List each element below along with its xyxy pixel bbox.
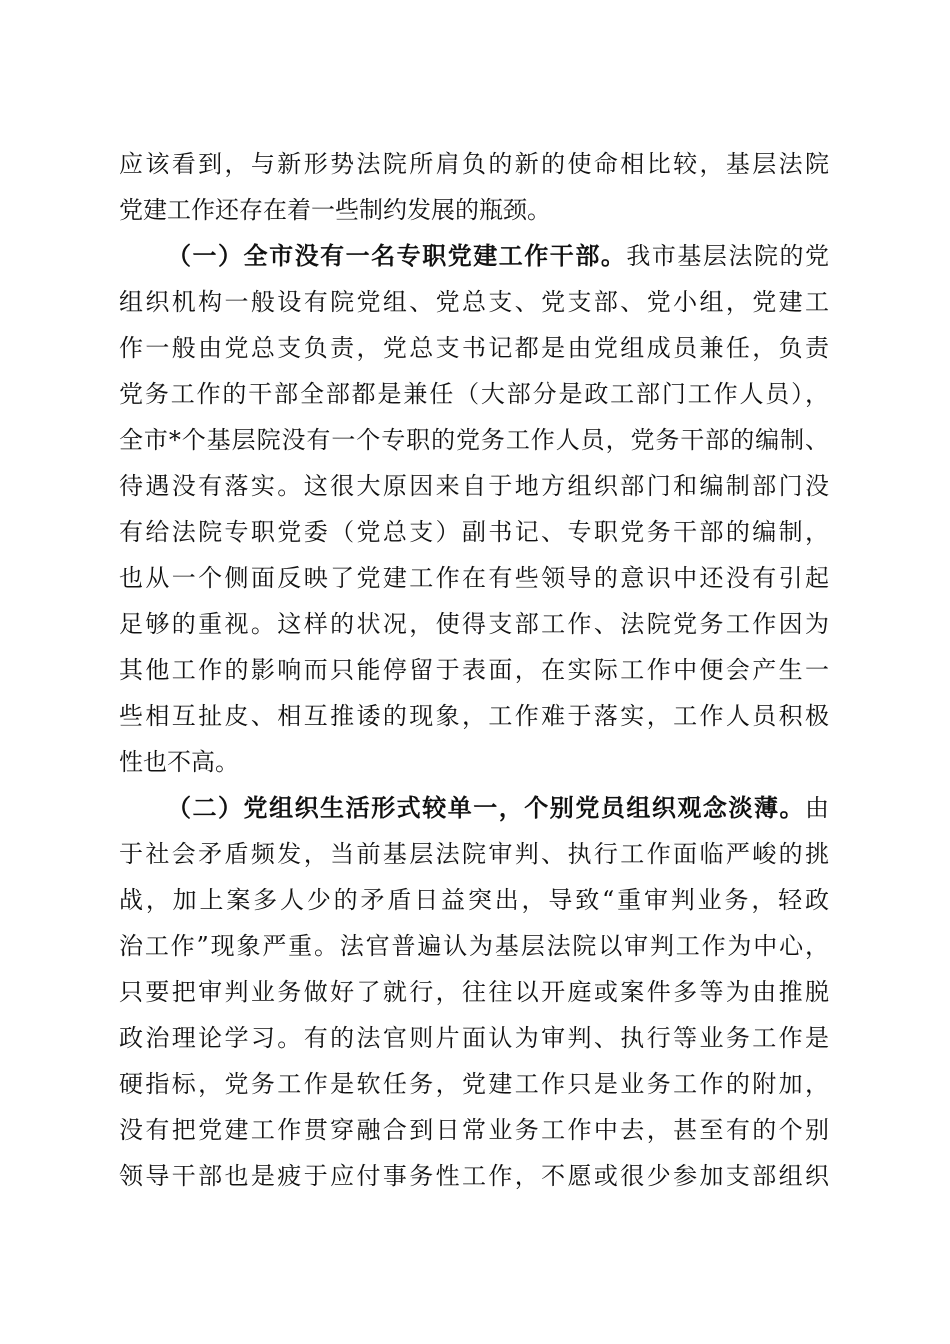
section1-line-5: 待遇没有落实。这很大原因来自于地方组织部门和编制部门没 — [119, 472, 829, 500]
section2-line-6: 硬指标，党务工作是软任务，党建工作只是业务工作的附加， — [119, 1070, 829, 1098]
section1-line-6: 有给法院专职党委（党总支）副书记、专职党务干部的编制， — [119, 518, 829, 546]
section2-line-4: 只要把审判业务做好了就行，往往以开庭或案件多等为由推脱 — [119, 978, 829, 1006]
section1-line-10: 些相互扯皮、相互推诿的现象，工作难于落实，工作人员积极 — [119, 702, 829, 730]
section1-first-line-text: 我市基层法院的党 — [626, 242, 829, 270]
section2-line-3: 治工作”现象严重。法官普遍认为基层法院以审判工作为中心， — [119, 932, 829, 960]
section1-line-11: 性也不高。 — [119, 748, 239, 776]
section1-first-line — [167, 236, 829, 276]
section1-line-2: 作一般由党总支负责，党总支书记都是由党组成员兼任，负责 — [119, 334, 829, 362]
section1-line-9: 其他工作的影响而只能停留于表面，在实际工作中便会产生一 — [119, 656, 829, 684]
section2-line-2: 战，加上案多人少的矛盾日益突出，导致“重审判业务，轻政 — [119, 886, 829, 914]
section1-line-3: 党务工作的干部全部都是兼任（大部分是政工部门工作人员）， — [119, 380, 829, 408]
section1-line-1: 组织机构一般设有院党组、党总支、党支部、党小组，党建工 — [119, 288, 829, 316]
section1-line-4: 全市*个基层院没有一个专职的党务工作人员，党务干部的编制、 — [119, 426, 829, 454]
section1-heading: （一）全市没有一名专职党建工作干部。 — [167, 241, 627, 270]
section1-line-7: 也从一个侧面反映了党建工作在有些领导的意识中还没有引起 — [119, 564, 829, 592]
intro-line-2: 党建工作还存在着一些制约发展的瓶颈。 — [119, 196, 551, 224]
section2-line-5: 政治理论学习。有的法官则片面认为审判、执行等业务工作是 — [119, 1024, 829, 1052]
section2-first-line-text: 由 — [805, 794, 829, 822]
section2-heading: （二）党组织生活形式较单一，个别党员组织观念淡薄。 — [167, 793, 805, 822]
section1-line-8: 足够的重视。这样的状况，使得支部工作、法院党务工作因为 — [119, 610, 829, 638]
section2-line-1: 于社会矛盾频发，当前基层法院审判、执行工作面临严峻的挑 — [119, 840, 829, 868]
section2-first-line — [167, 788, 829, 828]
intro-line-1: 应该看到，与新形势法院所肩负的新的使命相比较，基层法院 — [119, 150, 829, 178]
section2-line-7: 没有把党建工作贯穿融合到日常业务工作中去，甚至有的个别 — [119, 1116, 829, 1144]
section2-line-8: 领导干部也是疲于应付事务性工作，不愿或很少参加支部组织 — [119, 1162, 829, 1190]
